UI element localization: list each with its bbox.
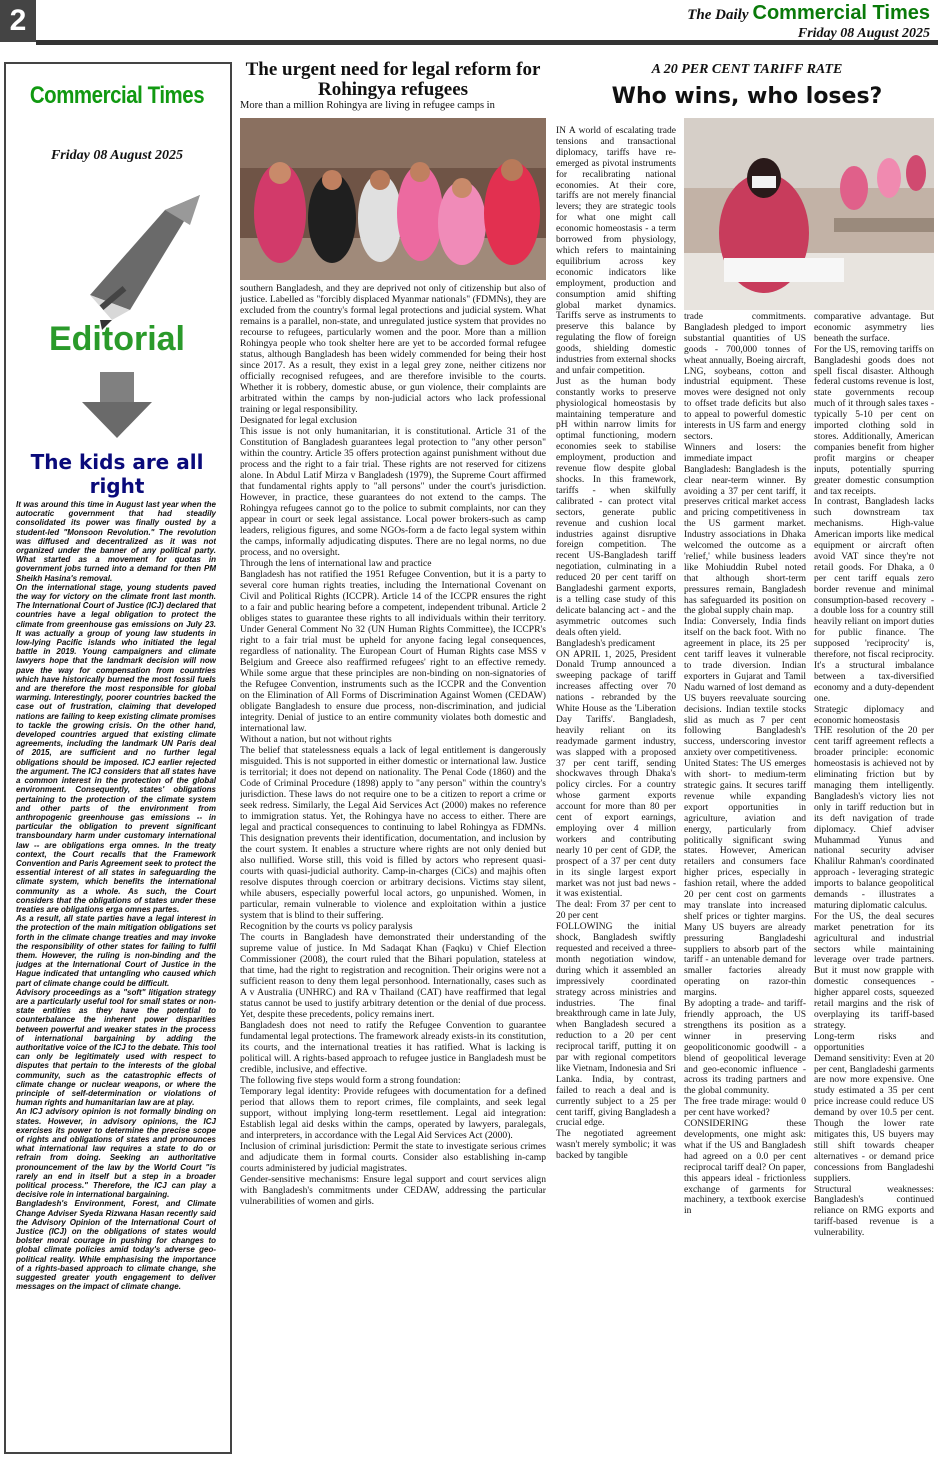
tariff-paragraph: comparative advantage. But economic asymmetry lies beneath the surface. [814, 312, 934, 344]
masthead-prefix: The Daily [687, 7, 749, 23]
editorial-paragraph: Bangladesh's Environment, Forest, and Climate Change Adviser Syeda Rizwana Hasan recently said the Advisory Opinion of the International Court of Justice (ICJ) on the obligations of states would bolster moral courage in pushing for changes to global climate policies amid today's adverse geo-political reality. While emphasising the importance of a rights-based approach to climate change, she suggested greater youth engagement to deliver messages on the impact of climate change. [16, 1199, 216, 1292]
editorial-paragraph: It was around this time in August last year when the autocratic government that had steadily consolidated its power was finally ousted by a student-led "Monsoon Revolution." The revolution was diffused and decentralized as it was not organized under the banner of any political party. What started as a movement for quotas in government jobs turned into a demand for then PM Sheikh Hasina's removal. [16, 500, 216, 583]
tariff-paragraph: IN A world of escalating trade tensions and transactional diplomacy, tariffs have re-emerged as pivotal instruments for recalibrating national economies. At their core, tariffs are not merely financial levers; they are strategic tools for what one might call economic homeostasis - a term borrowed from physiology, which refers to maintaining equilibrium across key economic indicators like employment, production and consumption amid shifting global market dynamics. Tariffs serve as instruments to preserve this balance by regulating the flow of foreign goods, shielding domestic industries from external shocks and unfair competition. [556, 126, 676, 376]
tariff-subhead: Strategic diplomacy and economic homeostasis [814, 704, 934, 726]
tariff-paragraph: For the US, the deal secures market penetration for its agricultural and industrial sectors while maintaining leverage over trade partners. But it must now grapple with domestic consequences - higher apparel costs, squeezed retail margins and the risk of overplaying its tariff-based strategy. [814, 911, 934, 1031]
page-number: 2 [0, 0, 36, 42]
tariff-paragraph: In contrast, Bangladesh lacks such downstream tax mechanisms. High-value American imports like medical equipment or aircraft often avoid VAT since they're not retail goods. For Dhaka, a 0 per cent tariff equals zero border revenue and minimal consumption-based recovery - a double loss for a country still heavily reliant on import duties for public finance. The supposed 'reciprocity' is, therefore, not fiscal reciprocity. It's a structural imbalance between a tax-diversified economy and a duty-dependent one. [814, 497, 934, 704]
tariff-paragraph: Just as the human body constantly works to preserve physiological homeostasis by maintaining temperature and pH within narrow limits for optimal functioning, modern economies seek to stabilise employment, production and revenue flow despite global shocks. In this framework, tariffs - when skilfully calibrated - can protect vital sectors, generate public revenue and cushion local industries against disruptive foreign competition. The recent US-Bangladesh tariff negotiation, culminating in a reduced 20 per cent tariff on Bangladeshi garment exports, is a telling case study of this delicate balancing act - and the asymmetric outcomes such deals often yield. [556, 376, 676, 638]
left-logo: Commercial Times [29, 82, 205, 109]
left-date: Friday 08 August 2025 [50, 148, 184, 163]
section-heading: Editorial [48, 320, 186, 358]
tariff-kicker: A 20 PER CENT TARIFF RATE [651, 62, 843, 77]
tariff-paragraph: Structural weaknesses: Bangladesh's continued reliance on RMG exports and tariff-based revenue is a vulnerability. [814, 1184, 934, 1239]
tariff-paragraph: THE resolution of the 20 per cent tariff agreement reflects a broader principle: economic homeostasis is achieved not by eliminating friction but by managing them intelligently. Bangladesh's victory lies not only in tariff reduction but in its deft navigation of trade diplomacy. Chief adviser Muhammad Yunus and national security adviser Khalilur Rahman's coordinated approach - leveraging strategic imports to balance geopolitical demands - illustrates a maturing diplomatic calculus. [814, 726, 934, 911]
editorial-headline: The kids are all right [30, 450, 204, 498]
tariff-subhead: The deal: From 37 per cent to 20 per cent [556, 900, 676, 922]
tariff-title: Who wins, who loses? [611, 84, 883, 109]
rohingya-paragraph: The courts in Bangladesh have demonstrated their understanding of the supreme value of justice. In Md Sadaqat Khan (Faqku) v Chief Election Commissioner (2008), the court ruled that the Bihari population, stateless at that time, had the right to registration and recognition. Their origins were not a sufficient reason to deny them legal personhood. Internationally, cases such as A v Australia (UNHRC) and RA v Thailand (CAT) have reaffirmed that legal status cannot be used to justify arbitrary detention or the denial of due process. Yet, despite these precedents, policy remains inert. [240, 932, 546, 1020]
tariff-subhead: Bangladesh's predicament [556, 638, 656, 649]
rohingya-subtitle: More than a million Rohingya are living in refugee camps in [240, 100, 495, 111]
tariff-paragraph: The negotiated agreement wasn't merely symbolic; it was backed by tangible [556, 1129, 676, 1162]
tariff-paragraph: India: Conversely, India finds itself on the back foot. With no agreement in place, its 25 per cent tariff leaves it vulnerable to trade diversion. Indian exporters in Gujarat and Tamil Nadu warned of lost demand as US buyers reevaluate sourcing decisions. Indian textile stocks slid as much as 7 per cent following Bangladesh's success, underscoring investor anxiety over competitiveness. [684, 617, 806, 759]
rohingya-paragraph: Inclusion of criminal jurisdiction: Permit the state to investigate serious crimes and adjudicate them in formal courts. Consider also establishing in-camp courts administered by judicial magistrates. [240, 1141, 546, 1174]
masthead [687, 2, 930, 42]
tariff-column-3 [814, 312, 934, 1448]
refugee-women-photo [240, 118, 546, 280]
masthead-date: Friday 08 August 2025 [797, 26, 930, 41]
rohingya-paragraph: The belief that statelessness equals a lack of legal entitlement is dangerously misguided. This is not supported in either domestic or international law. Justice is territorial; it does not depend on nationality. The Penal Code (1860) and the Code of Criminal Procedure (1898) apply to "any person" within the country's jurisdiction. These laws do not require one to be a citizen to report a crime or seek redress. Similarly, the Legal Aid Services Act (2000) makes no reference to immigration status. Yet, the Rohingya have no access to either. There are legal and practical consequences to continuing to label Rohingya as FDMNs. This designation prevents their identification, documentation, and inclusion by the court system. It enables a structure where rights are not only denied but also nullified. Worse still, this void is filled by actors who represent quasi-courts with quasi-judicial authority. Camp-in-charges (CiCs) and majhis often resolve disputes through coercion or arbitrary decisions. Victims stay silent, while abusers, especially powerful local actors, go unpunished. Women, in particular, remain vulnerable to violence and exploitation within a justice system that is blind to their suffering. [240, 745, 546, 921]
tariff-column-2 [684, 312, 806, 1448]
rohingya-body [240, 283, 546, 1448]
rohingya-paragraph: The following five steps would form a strong foundation: [240, 1075, 461, 1086]
tariff-paragraph: trade commitments. Bangladesh pledged to import substantial quantities of US goods - 700,000 tonnes of wheat annually, Boeing aircraft, LNG, soybeans, cotton and industrial equipment. These moves were designed not only to offset trade deficits but also to appeal to powerful domestic interests in US farm and energy sectors. [684, 312, 806, 442]
tariff-paragraph: CONSIDERING these developments, one might ask: what if the US and Bangladesh had agreed on a 0.0 per cent reciprocal tariff deal? On paper, this appears ideal - frictionless exchange of garments for machinery, a textbook exercise in [684, 1119, 806, 1217]
tariff-subhead: The free trade mirage: would 0 per cent have worked? [684, 1097, 806, 1119]
editorial-paragraph: As a result, all state parties have a legal interest in the protection of the main mitigation obligations set forth in the climate change treaties and may invoke the responsibility of other states for failing to fulfil them. However, the ruling is non-binding and the judges at the International Court of Justice in the Hague indicated that untangling who caused which part of climate change could be difficult. [16, 914, 216, 988]
rohingya-subhead: Recognition by the courts vs policy paralysis [240, 921, 413, 932]
rohingya-subhead: Through the lens of international law and practice [240, 558, 432, 569]
rohingya-paragraph: Temporary legal identity: Provide refugees with documentation for a defined period that allows them to report crimes, file complaints, and seek legal support, without implying long-term resettlement. Legal aid integration: Establish legal aid desks within the camps, operated by lawyers, paralegals, and interpreters, in accordance with the Legal Aid Services Act (2000). [240, 1086, 546, 1141]
tariff-paragraph: ON APRIL 1, 2025, President Donald Trump announced a sweeping package of tariff increases affecting over 70 nations - rebranded by the White House as the 'Liberation Day Tariffs'. Bangladesh, heavily reliant on its readymade garment industry, was slapped with a proposed 37 per cent tariff, sending shockwaves through Dhaka's policy circles. For a country whose garment exports account for more than 80 per cent of export earnings, employing over 4 million workers and contributing nearly 10 per cent of GDP, the prospect of a 37 per cent duty in its single largest export market was not just bad news - it was existential. [556, 649, 676, 900]
tariff-paragraph: FOLLOWING the initial shock, Bangladesh swiftly requested and received a three-month negotiation window, during which it assembled an impressively coordinated strategy across ministries and industries. The final breakthrough came in late July, when Bangladesh secured a reduction to a 20 per cent reciprocal tariff, putting it on par with regional competitors like Vietnam, Indonesia and Sri Lanka. India, by contrast, failed to reach a deal and is currently subject to a 25 per cent tariff, giving Bangladesh a crucial edge. [556, 922, 676, 1129]
tariff-column-1 [556, 126, 676, 1448]
editorial-body [16, 500, 216, 1450]
tariff-paragraph: Bangladesh: Bangladesh is the clear near-term winner. By avoiding a 37 per cent tariff, it preserves critical market access and pricing competitiveness in the US garment market. Industry associations in Dhaka welcomed the outcome as a 'relief,' while business leaders like Mohiuddin Rubel noted that although short-term pressures remain, Bangladesh has safeguarded its position on the global supply chain map. [684, 464, 806, 617]
garment-worker-photo [684, 118, 934, 310]
rohingya-paragraph: Bangladesh has not ratified the 1951 Refugee Convention, but it is a party to several core human rights treaties, including the International Covenant on Civil and Political Rights (ICCPR). Article 14 of the ICCPR ensures the right to a fair and public hearing before a competent, independent tribunal. Article 2 obliges states to guarantee these rights to all individuals within their territory. Under General Comment No 32 (UN Human Rights Committee), the ICCPR's right to a fair trial must be upheld for anyone facing legal consequences, regardless of nationality. The European Court of Human Rights case MSS v Belgium and Greece also reaffirmed refugees' right to an effective remedy. While some argue that these principles are non-binding on non-signatories of the Refugee Convention, instruments such as the ICCPR and the Convention on the Elimination of All Forms of Discrimination Against Women (CEDAW) obligate Bangladesh to ensure due process, non-discrimination, and judicial integrity. Denial of justice to an entire community violates both domestic and international law. [240, 569, 546, 734]
rohingya-subhead: Designated for legal exclusion [240, 415, 357, 426]
tariff-subhead: Long-term risks and opportunities [814, 1031, 934, 1053]
tariff-paragraph: For the US, removing tariffs on Bangladeshi goods does not spell fiscal disaster. Although federal customs revenue is lost, state governments recoup much of it through sales taxes - typically 5-10 per cent on imported clothing sold in stores. Additionally, American companies benefit from higher profit margins or cheaper inputs, potentially spurring greater domestic consumption and tax receipts. [814, 344, 934, 497]
rohingya-paragraph: Bangladesh does not need to ratify the Refugee Convention to guarantee fundamental legal protections. The framework already exists-in its constitution, its courts, and the international treaties it has ratified. What is lacking is political will. A rights-based approach to refugee justice in Bangladesh must be credible, inclusive, and effective. [240, 1020, 546, 1075]
tariff-paragraph: By adopting a trade- and tariff-friendly approach, the US strengthens its position as a winner in preserving geopoliticonomic goodwill - a blend of geopolitical leverage and geo-economic influence - across its trading partners and the global community. [684, 999, 806, 1097]
rohingya-paragraph: Gender-sensitive mechanisms: Ensure legal support and court services align with Bangladesh's commitments under CEDAW, addressing the particular vulnerabilities of women and girls. [240, 1174, 546, 1207]
tariff-paragraph: Demand sensitivity: Even at 20 per cent, Bangladeshi garments are now more expensive. One study estimated a 35 per cent price increase could reduce US demand by over 10.5 per cent. Though the lower rate mitigates this, US buyers may still shift towards cheaper alternatives - or demand price concessions from Bangladeshi suppliers. [814, 1053, 934, 1184]
editorial-paragraph: On the international stage, young students paved the way for victory on the climate front last month. The International Court of Justice (ICJ) declared that countries have a legal obligation to protect the climate from greenhouse gas emissions on July 23. It was actually a group of young law students in low-lying Pacific islands who initiated the legal battle in 2019. Young campaigners and climate lawyers hope that the landmark decision will now pave the way for compensation from countries which have historically burned the most fossil fuels and are therefore the most responsible for global warming. Interestingly, poorer countries backed the case out of frustration, claiming that developed nations are failing to keep existing climate promises to tackle the growing crisis. On the other hand, developed countries argued that existing climate agreements, including the landmark UN Paris deal of 2015, are sufficient and no further legal obligations should be imposed. ICJ earlier rejected the argument. The ICJ considers that all states have a common interest in the protection of the global environment. Consequently, states' obligations pertaining to the protection of the climate system and other parts of the environment from anthropogenic greenhouse gas emissions -- in particular the obligation to prevent significant transboundary harm under customary international law -- are obligations erga omnes. In the treaty context, the Court recalls that the Framework Convention and Paris Agreement seek to protect the essential interest of all states in safeguarding the climate system, which benefits the international community as a whole. As such, the Court considers that the obligations of states under these treaties are obligations erga omnes partes. [16, 582, 216, 914]
editorial-paragraph: Advisory proceedings as a "soft" litigation strategy are a particularly useful tool for small states or non-state entities as they have the potential to counterbalance the inherent power disparities between powerful and weaker states in the process of international bargaining by adding the authoritative voice of the ICJ to the debate. This tool can only be legitimately used with respect to disputes that pertain to the interests of the global community, such as the catastrophic effects of climate change or nuclear weapons, or where the principle of self-determination or violations of human rights and humanitarian law are at play. [16, 987, 216, 1108]
rohingya-paragraph: southern Bangladesh, and they are deprived not only of citizenship but also of justice. Labelled as "forcibly displaced Myanmar nationals" (FDMNs), they are excluded from the country's formal legal protections and judicial system. What remains is a parallel, non-state, and unregulated justice system that provides no recourse to refugees, particularly women and the poor. More than a million Rohingya people who took shelter here are yet to be accorded formal refugee status, although Bangladesh has been widely commended for being their host since 2017. As a result, they exist in a legal grey zone, neither citizens nor officially recognised refugees, and are therefore invisible to the courts. Whether it is robbery, domestic abuse, or gun violence, their complaints are arbitrated within the camps by non-judicial actors who lack professional training or legal responsibility. [240, 283, 546, 415]
tariff-paragraph: United States: The US emerges with short- to medium-term strategic gains. It secures tariff revenue while expanding export opportunities in agriculture, aviation and energy, particularly from politically significant swing states. However, American retailers and consumers face higher prices, especially in fashion retail, where the added 20 per cent cost on garments may translate into increased shelf prices or tighter margins. Many US buyers are already pressuring Bangladeshi suppliers to absorb part of the tariff - an untenable demand for smaller factories already operating on razor-thin margins. [684, 759, 806, 999]
masthead-paper-name: Commercial Times [752, 2, 930, 24]
pen-icon [70, 170, 210, 330]
editorial-paragraph: An ICJ advisory opinion is not formally binding on states. However, in advisory opinions, the ICJ exercises its power to determine the precise scope of rights and obligations of states and pronounces what international law requires a state to do or refrain from doing. Seeking an authoritative pronouncement of the law by the World Court "is rarely an end in itself but a step in a broader political process." Therefore, the ICJ can play a decisive role in international bargaining. [16, 1107, 216, 1200]
tariff-subhead: Winners and losers: the immediate impact [684, 442, 806, 464]
down-arrow-icon [82, 372, 152, 442]
rohingya-title: The urgent need for legal reform for Rohingya refugees [245, 59, 541, 100]
rohingya-paragraph: This issue is not only humanitarian, it is constitutional. Article 31 of the Constitution of Bangladesh guarantees legal protection to "any other person" within the country. Article 35 offers protection against punishment without due process and the right to a fair trial. These rights are not reserved for citizens alone. In Abdul Latif Mirza v Bangladesh (1979), the Supreme Court affirmed that fundamental rights apply to "all persons" under the court's jurisdiction. However, in practice, these guarantees do not extend to the camps. The Rohingya refugees cannot go to the police to submit complaints, nor can they appear in court or seek legal assistance. Local power brokers-such as camp leaders, religious figures, and some NGOs-form a de facto legal system within the camps, informally adjudicating disputes. There are no legal norms, no due process, and no oversight. [240, 426, 546, 558]
rohingya-subhead: Without a nation, but not without rights [240, 734, 392, 745]
